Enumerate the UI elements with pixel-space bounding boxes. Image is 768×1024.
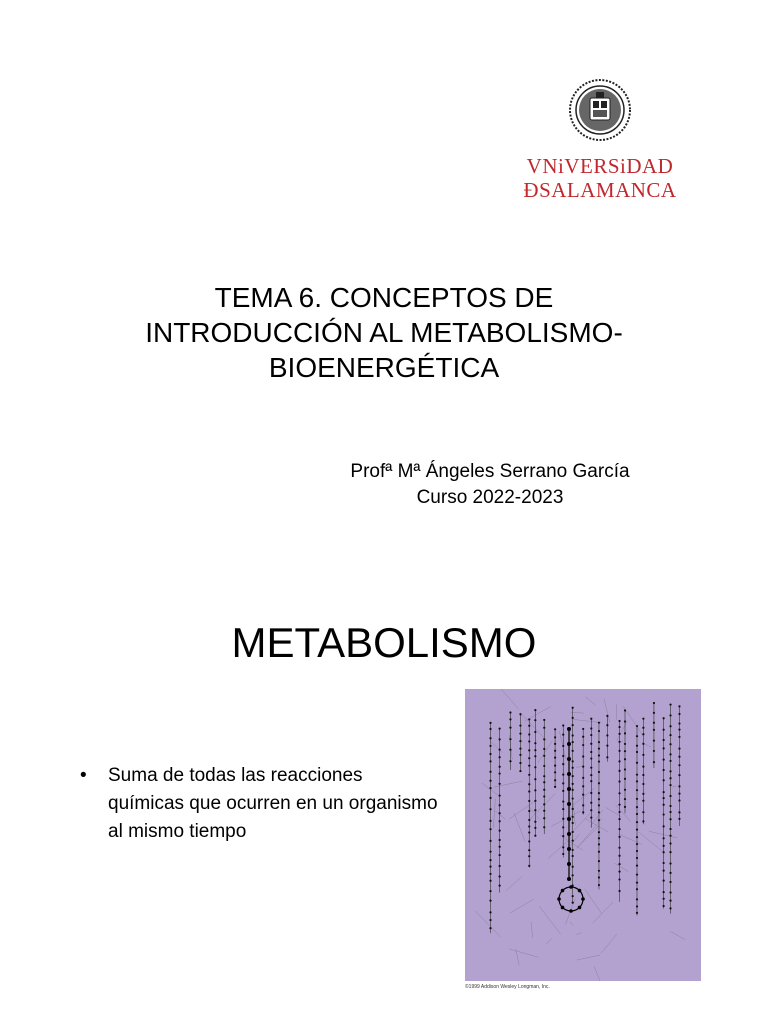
section-heading: METABOLISMO [231, 619, 537, 666]
university-seal-icon [568, 78, 632, 142]
bullet-symbol: • [80, 765, 87, 786]
course-year: Curso 2022-2023 [416, 487, 564, 508]
author-name: Profª Mª Ángeles Serrano García [350, 461, 630, 482]
title-line-1: TEMA 6. CONCEPTOS DE [214, 282, 554, 313]
figure-credit: ©1999 Addison Wesley Longman, Inc. [465, 984, 550, 990]
title-line-3: BIOENERGÉTICA [268, 352, 500, 383]
author-block [300, 459, 680, 511]
metabolic-network-diagram [465, 689, 701, 981]
title-line-2: INTRODUCCIÓN AL METABOLISMO- [145, 317, 623, 348]
university-name-line1: VNiVERSiDAD [526, 154, 674, 178]
university-name-line2: ÐSALAMANCA [523, 178, 677, 202]
bullet-text: Suma de todas las reacciones químicas que ocurren en un organismo al mismo tiempo [108, 765, 438, 842]
page-title [60, 280, 708, 385]
metabolic-pathways-figure [465, 689, 701, 981]
